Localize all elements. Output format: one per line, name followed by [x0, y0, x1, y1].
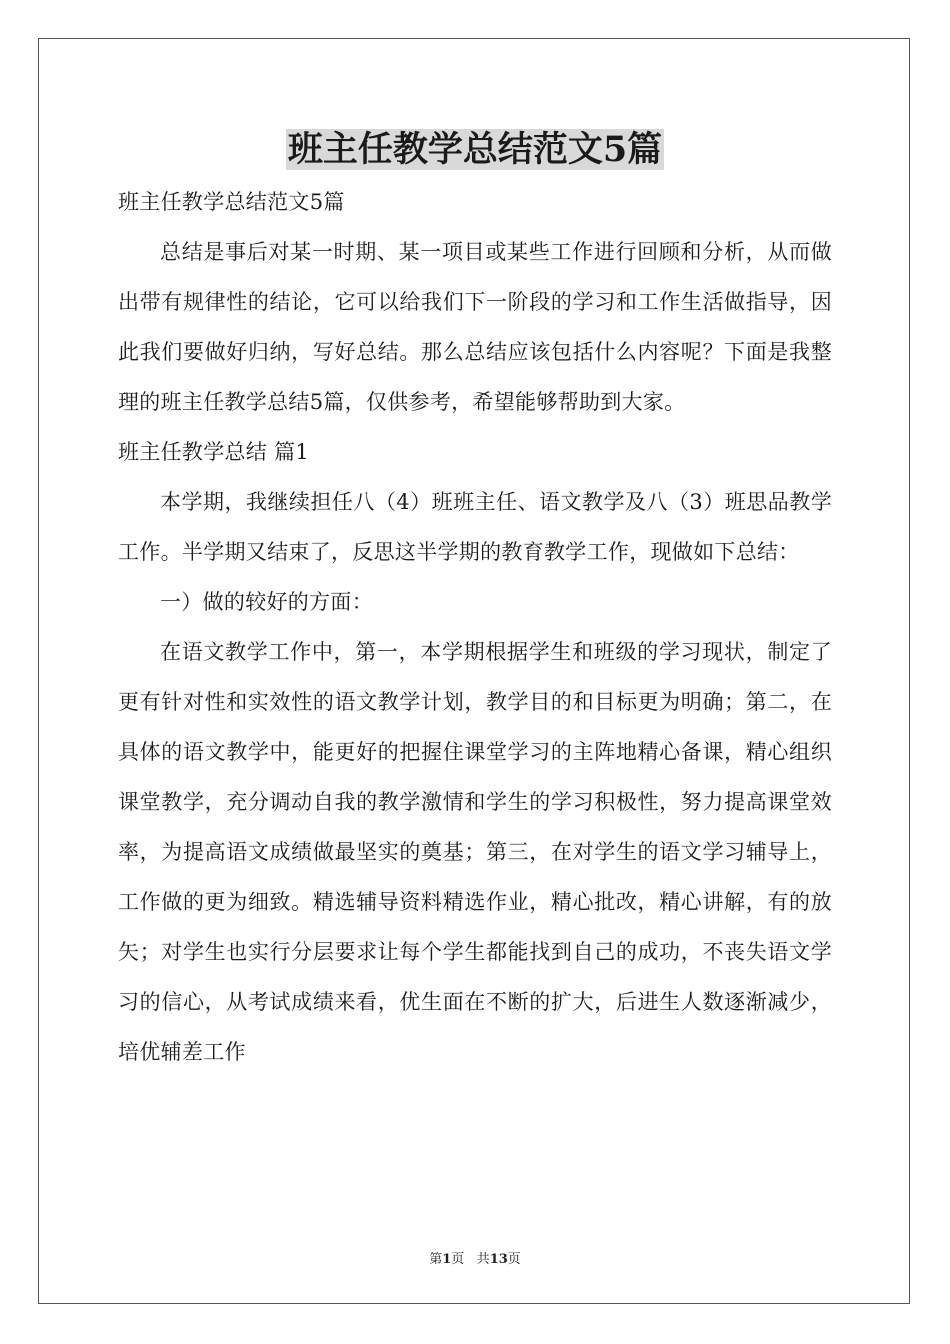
total-pages: 13 [489, 1252, 508, 1267]
section-heading: 班主任教学总结 篇1 [118, 440, 310, 464]
paragraph: 在语文教学工作中，第一，本学期根据学生和班级的学习现状，制定了更有针对性和实效性的语文教学计划，教学目的和目标更为明确；第二，在具体的语文教学中，能更好的把握住课堂学习的主阵地精心备课，精心组织课堂教学，充分调动自我的教学激情和学生的学习积极性，努力提高课堂效率，为提高语文成绩做最坚实的奠基；第三，在对学生的语文学习辅导上，工作做的更为细致。精选辅导资料精选作业，精心批改，精心讲解，有的放矢；对学生也实行分层要求让每个学生都能找到自己的成功，不丧失语文学习的信心，从考试成绩来看，优生面在不断的扩大，后进生人数逐渐减少，培优辅差工作 [118, 640, 832, 1064]
paragraph: 本学期，我继续担任八（4）班班主任、语文教学及八（3）班思品教学工作。半学期又结束了，反思这半学期的教育教学工作，现做如下总结： [118, 490, 832, 564]
page-number: 1 [442, 1252, 452, 1267]
paragraph-subtitle: 班主任教学总结范文5篇 [118, 190, 345, 214]
document-body [118, 177, 832, 1077]
page-footer [0, 1248, 950, 1267]
paragraph-intro: 总结是事后对某一时期、某一项目或某些工作进行回顾和分析，从而做出带有规律性的结论，它可以给我们下一阶段的学习和工作生活做指导，因此我们要做好归纳，写好总结。那么总结应该包括什么内容呢？下面是我整理的班主任教学总结5篇，仅供参考，希望能够帮助到大家。 [118, 240, 832, 414]
document-title-text: 班主任教学总结范文5篇 [287, 129, 663, 170]
page-suffix: 页 [451, 1252, 465, 1267]
subheading: 一）做的较好的方面： [160, 590, 373, 614]
total-suffix: 页 [507, 1252, 521, 1267]
document-title [0, 128, 950, 172]
total-prefix: 共 [476, 1252, 490, 1267]
page-prefix: 第 [429, 1252, 443, 1267]
